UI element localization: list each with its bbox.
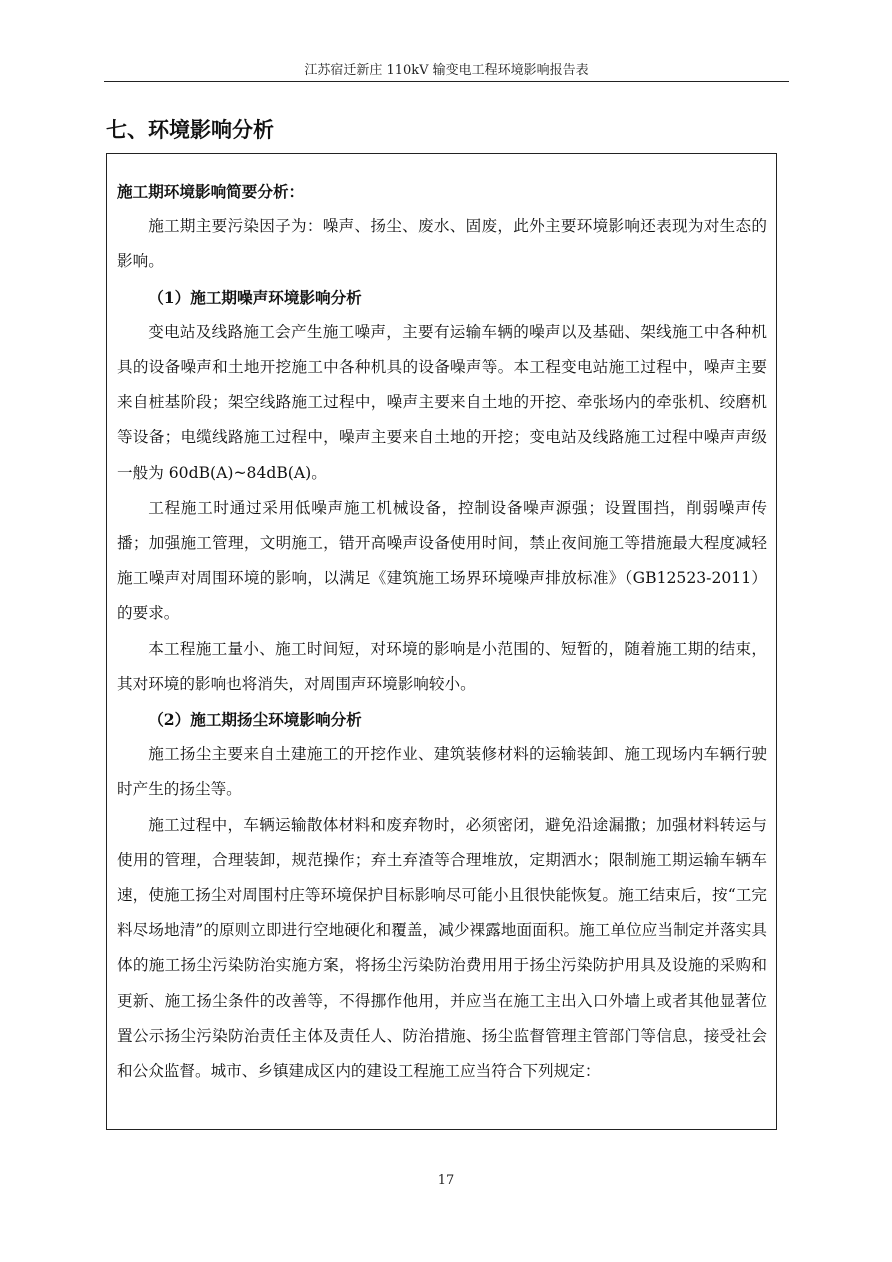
header-rule <box>104 81 789 82</box>
noise-subheading: （1）施工期噪声环境影响分析 <box>148 287 362 307</box>
page-number: 17 <box>437 1173 455 1188</box>
dust-paragraph-1: 施工扬尘主要来自土建施工的开挖作业、建筑装修材料的运输装卸、施工现场内车辆行驶时产生的扬尘等。 <box>117 745 767 799</box>
dust-subheading: （2）施工期扬尘环境影响分析 <box>148 710 362 730</box>
section-title: 七、环境影响分析 <box>106 118 274 142</box>
analysis-heading: 施工期环境影响简要分析： <box>117 182 305 201</box>
page-header: 江苏宿迁新庄 110kV 输变电工程环境影响报告表 <box>304 63 589 78</box>
noise-paragraph-1: 变电站及线路施工会产生施工噪声，主要有运输车辆的噪声以及基础、架线施工中各种机具的设备噪声和土地开挖施工中各种机具的设备噪声等。本工程变电站施工过程中，噪声主要来自桩基阶段；架空线路施工过程中，噪声主要来自土地的开挖、牵张场内的牵张机、绞磨机等设备；电缆线路施工过程中，噪声主要来自土地的开挖；变电站及线路施工过程中噪声声级一般为 60dB(A)~84dB(A)。 <box>117 322 767 482</box>
content-box <box>106 153 777 1130</box>
intro-paragraph: 施工期主要污染因子为：噪声、扬尘、废水、固废，此外主要环境影响还表现为对生态的影响。 <box>117 217 767 271</box>
dust-paragraph-2: 施工过程中，车辆运输散体材料和废弃物时，必须密闭，避免沿途漏撒；加强材料转运与使用的管理，合理装卸，规范操作；弃土弃渣等合理堆放，定期洒水；限制施工期运输车辆车速，使施工扬尘对周围村庄等环境保护目标影响尽可能小且很快能恢复。施工结束后，按“工完料尽场地清”的原则立即进行空地硬化和覆盖，减少裸露地面面积。施工单位应当制定并落实具体的施工扬尘污染防治实施方案，将扬尘污染防治费用用于扬尘污染防护用具及设施的采购和更新、施工扬尘条件的改善等，不得挪作他用，并应当在施工主出入口外墙上或者其他显著位置公示扬尘污染防治责任主体及责任人、防治措施、扬尘监督管理主管部门等信息，接受社会和公众监督。城市、乡镇建成区内的建设工程施工应当符合下列规定： <box>117 815 767 1081</box>
noise-paragraph-2: 工程施工时通过采用低噪声施工机械设备，控制设备噪声源强；设置围挡，削弱噪声传播；加强施工管理，文明施工，错开高噪声设备使用时间，禁止夜间施工等措施最大程度减轻施工噪声对周围环境的影响，以满足《建筑施工场界环境噪声排放标准》（GB12523-2011）的要求。 <box>117 498 767 623</box>
noise-paragraph-3: 本工程施工量小、施工时间短，对环境的影响是小范围的、短暂的，随着施工期的结束，其对环境的影响也将消失，对周围声环境影响较小。 <box>117 639 767 693</box>
